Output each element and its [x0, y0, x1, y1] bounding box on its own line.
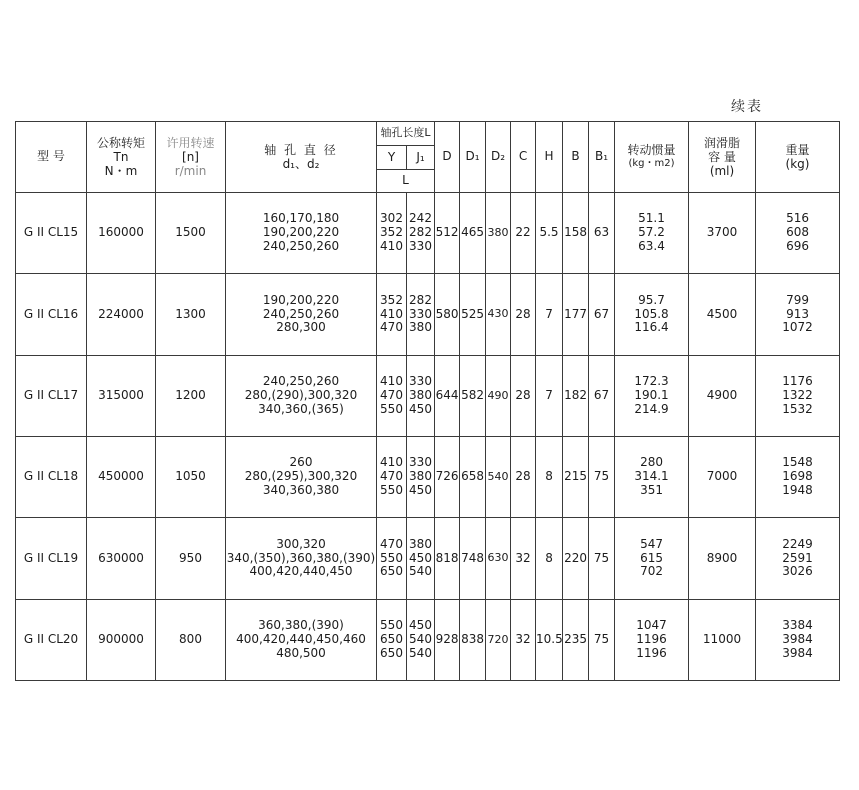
- weight-cell: 1548 1698 1948: [756, 436, 840, 517]
- speed-cell: 950: [156, 518, 226, 599]
- header-B1: B₁: [589, 122, 615, 193]
- y-length-cell: 410 470 550: [377, 355, 407, 436]
- weight-cell: 3384 3984 3984: [756, 599, 840, 680]
- bore-cell: 190,200,220 240,250,260 280,300: [226, 274, 377, 355]
- b1-cell: 67: [589, 274, 615, 355]
- grease-cell: 7000: [689, 436, 756, 517]
- torque-cell: 450000: [87, 436, 156, 517]
- inertia-cell: 280 314.1 351: [615, 436, 689, 517]
- b1-cell: 67: [589, 355, 615, 436]
- grease-cell: 8900: [689, 518, 756, 599]
- weight-cell: 1176 1322 1532: [756, 355, 840, 436]
- j1-length-cell: 330 380 450: [407, 355, 435, 436]
- bore-cell: 260 280,(295),300,320 340,360,380: [226, 436, 377, 517]
- weight-cell: 799 913 1072: [756, 274, 840, 355]
- speed-cell: 1200: [156, 355, 226, 436]
- j1-length-cell: 282 330 380: [407, 274, 435, 355]
- header-D1: D₁: [460, 122, 486, 193]
- torque-cell: 900000: [87, 599, 156, 680]
- bore-cell: 300,320 340,(350),360,380,(390) 400,420,440,450: [226, 518, 377, 599]
- header-weight: 重量 (kg): [756, 122, 840, 193]
- c-cell: 28: [511, 355, 536, 436]
- table-row: [16, 193, 840, 274]
- d-cell: 512: [435, 193, 460, 274]
- table-row: [16, 518, 840, 599]
- torque-cell: 224000: [87, 274, 156, 355]
- header-j1: J₁: [407, 146, 435, 170]
- j1-length-cell: 380 450 540: [407, 518, 435, 599]
- header-C: C: [511, 122, 536, 193]
- table-row: [16, 599, 840, 680]
- d-cell: 580: [435, 274, 460, 355]
- header-inertia: 转动惯量 (kg・m2): [615, 122, 689, 193]
- model-cell: G II CL16: [16, 274, 87, 355]
- h-cell: 7: [536, 274, 563, 355]
- table-row: [16, 436, 840, 517]
- h-cell: 10.5: [536, 599, 563, 680]
- d2-cell: 720: [486, 599, 511, 680]
- j1-length-cell: 242 282 330: [407, 193, 435, 274]
- h-cell: 8: [536, 518, 563, 599]
- d2-cell: 540: [486, 436, 511, 517]
- c-cell: 28: [511, 274, 536, 355]
- d2-cell: 630: [486, 518, 511, 599]
- h-cell: 7: [536, 355, 563, 436]
- inertia-cell: 1047 1196 1196: [615, 599, 689, 680]
- b1-cell: 75: [589, 599, 615, 680]
- j1-length-cell: 330 380 450: [407, 436, 435, 517]
- table-row: [16, 274, 840, 355]
- header-speed: 许用转速 [n] r/min: [156, 122, 226, 193]
- b-cell: 235: [563, 599, 589, 680]
- speed-cell: 1500: [156, 193, 226, 274]
- d1-cell: 838: [460, 599, 486, 680]
- header-l: L: [377, 170, 435, 193]
- d1-cell: 525: [460, 274, 486, 355]
- speed-cell: 1300: [156, 274, 226, 355]
- grease-cell: 3700: [689, 193, 756, 274]
- speed-cell: 800: [156, 599, 226, 680]
- b-cell: 182: [563, 355, 589, 436]
- header-grease: 润滑脂 容 量 (ml): [689, 122, 756, 193]
- grease-cell: 4500: [689, 274, 756, 355]
- b1-cell: 75: [589, 436, 615, 517]
- grease-cell: 4900: [689, 355, 756, 436]
- speed-cell: 1050: [156, 436, 226, 517]
- model-cell: G II CL20: [16, 599, 87, 680]
- header-H: H: [536, 122, 563, 193]
- h-cell: 5.5: [536, 193, 563, 274]
- coupling-spec-table: [15, 121, 840, 681]
- b1-cell: 75: [589, 518, 615, 599]
- header-D2: D₂: [486, 122, 511, 193]
- d2-cell: 430: [486, 274, 511, 355]
- c-cell: 32: [511, 518, 536, 599]
- header-shaft-length: 轴孔长度L: [377, 122, 435, 146]
- inertia-cell: 172.3 190.1 214.9: [615, 355, 689, 436]
- d-cell: 644: [435, 355, 460, 436]
- d1-cell: 748: [460, 518, 486, 599]
- j1-length-cell: 450 540 540: [407, 599, 435, 680]
- model-cell: G II CL19: [16, 518, 87, 599]
- d-cell: 726: [435, 436, 460, 517]
- bore-cell: 360,380,(390) 400,420,440,450,460 480,500: [226, 599, 377, 680]
- d2-cell: 380: [486, 193, 511, 274]
- header-bore-diameter: 轴 孔 直 径 d₁、d₂: [226, 122, 377, 193]
- torque-cell: 630000: [87, 518, 156, 599]
- d-cell: 928: [435, 599, 460, 680]
- inertia-cell: 95.7 105.8 116.4: [615, 274, 689, 355]
- d1-cell: 658: [460, 436, 486, 517]
- weight-cell: 2249 2591 3026: [756, 518, 840, 599]
- weight-cell: 516 608 696: [756, 193, 840, 274]
- d1-cell: 465: [460, 193, 486, 274]
- y-length-cell: 352 410 470: [377, 274, 407, 355]
- inertia-cell: 547 615 702: [615, 518, 689, 599]
- c-cell: 28: [511, 436, 536, 517]
- header-D: D: [435, 122, 460, 193]
- header-torque: 公称转矩 Tn N・m: [87, 122, 156, 193]
- y-length-cell: 550 650 650: [377, 599, 407, 680]
- torque-cell: 160000: [87, 193, 156, 274]
- d2-cell: 490: [486, 355, 511, 436]
- c-cell: 32: [511, 599, 536, 680]
- bore-cell: 240,250,260 280,(290),300,320 340,360,(365): [226, 355, 377, 436]
- h-cell: 8: [536, 436, 563, 517]
- bore-cell: 160,170,180 190,200,220 240,250,260: [226, 193, 377, 274]
- torque-cell: 315000: [87, 355, 156, 436]
- inertia-cell: 51.1 57.2 63.4: [615, 193, 689, 274]
- d1-cell: 582: [460, 355, 486, 436]
- header-y: Y: [377, 146, 407, 170]
- y-length-cell: 302 352 410: [377, 193, 407, 274]
- c-cell: 22: [511, 193, 536, 274]
- b-cell: 220: [563, 518, 589, 599]
- model-cell: G II CL15: [16, 193, 87, 274]
- header-B: B: [563, 122, 589, 193]
- b-cell: 215: [563, 436, 589, 517]
- y-length-cell: 470 550 650: [377, 518, 407, 599]
- header-model: 型 号: [16, 122, 87, 193]
- table-caption: 续表: [731, 99, 763, 115]
- grease-cell: 11000: [689, 599, 756, 680]
- b-cell: 158: [563, 193, 589, 274]
- model-cell: G II CL18: [16, 436, 87, 517]
- y-length-cell: 410 470 550: [377, 436, 407, 517]
- b1-cell: 63: [589, 193, 615, 274]
- d-cell: 818: [435, 518, 460, 599]
- b-cell: 177: [563, 274, 589, 355]
- table-row: [16, 355, 840, 436]
- model-cell: G II CL17: [16, 355, 87, 436]
